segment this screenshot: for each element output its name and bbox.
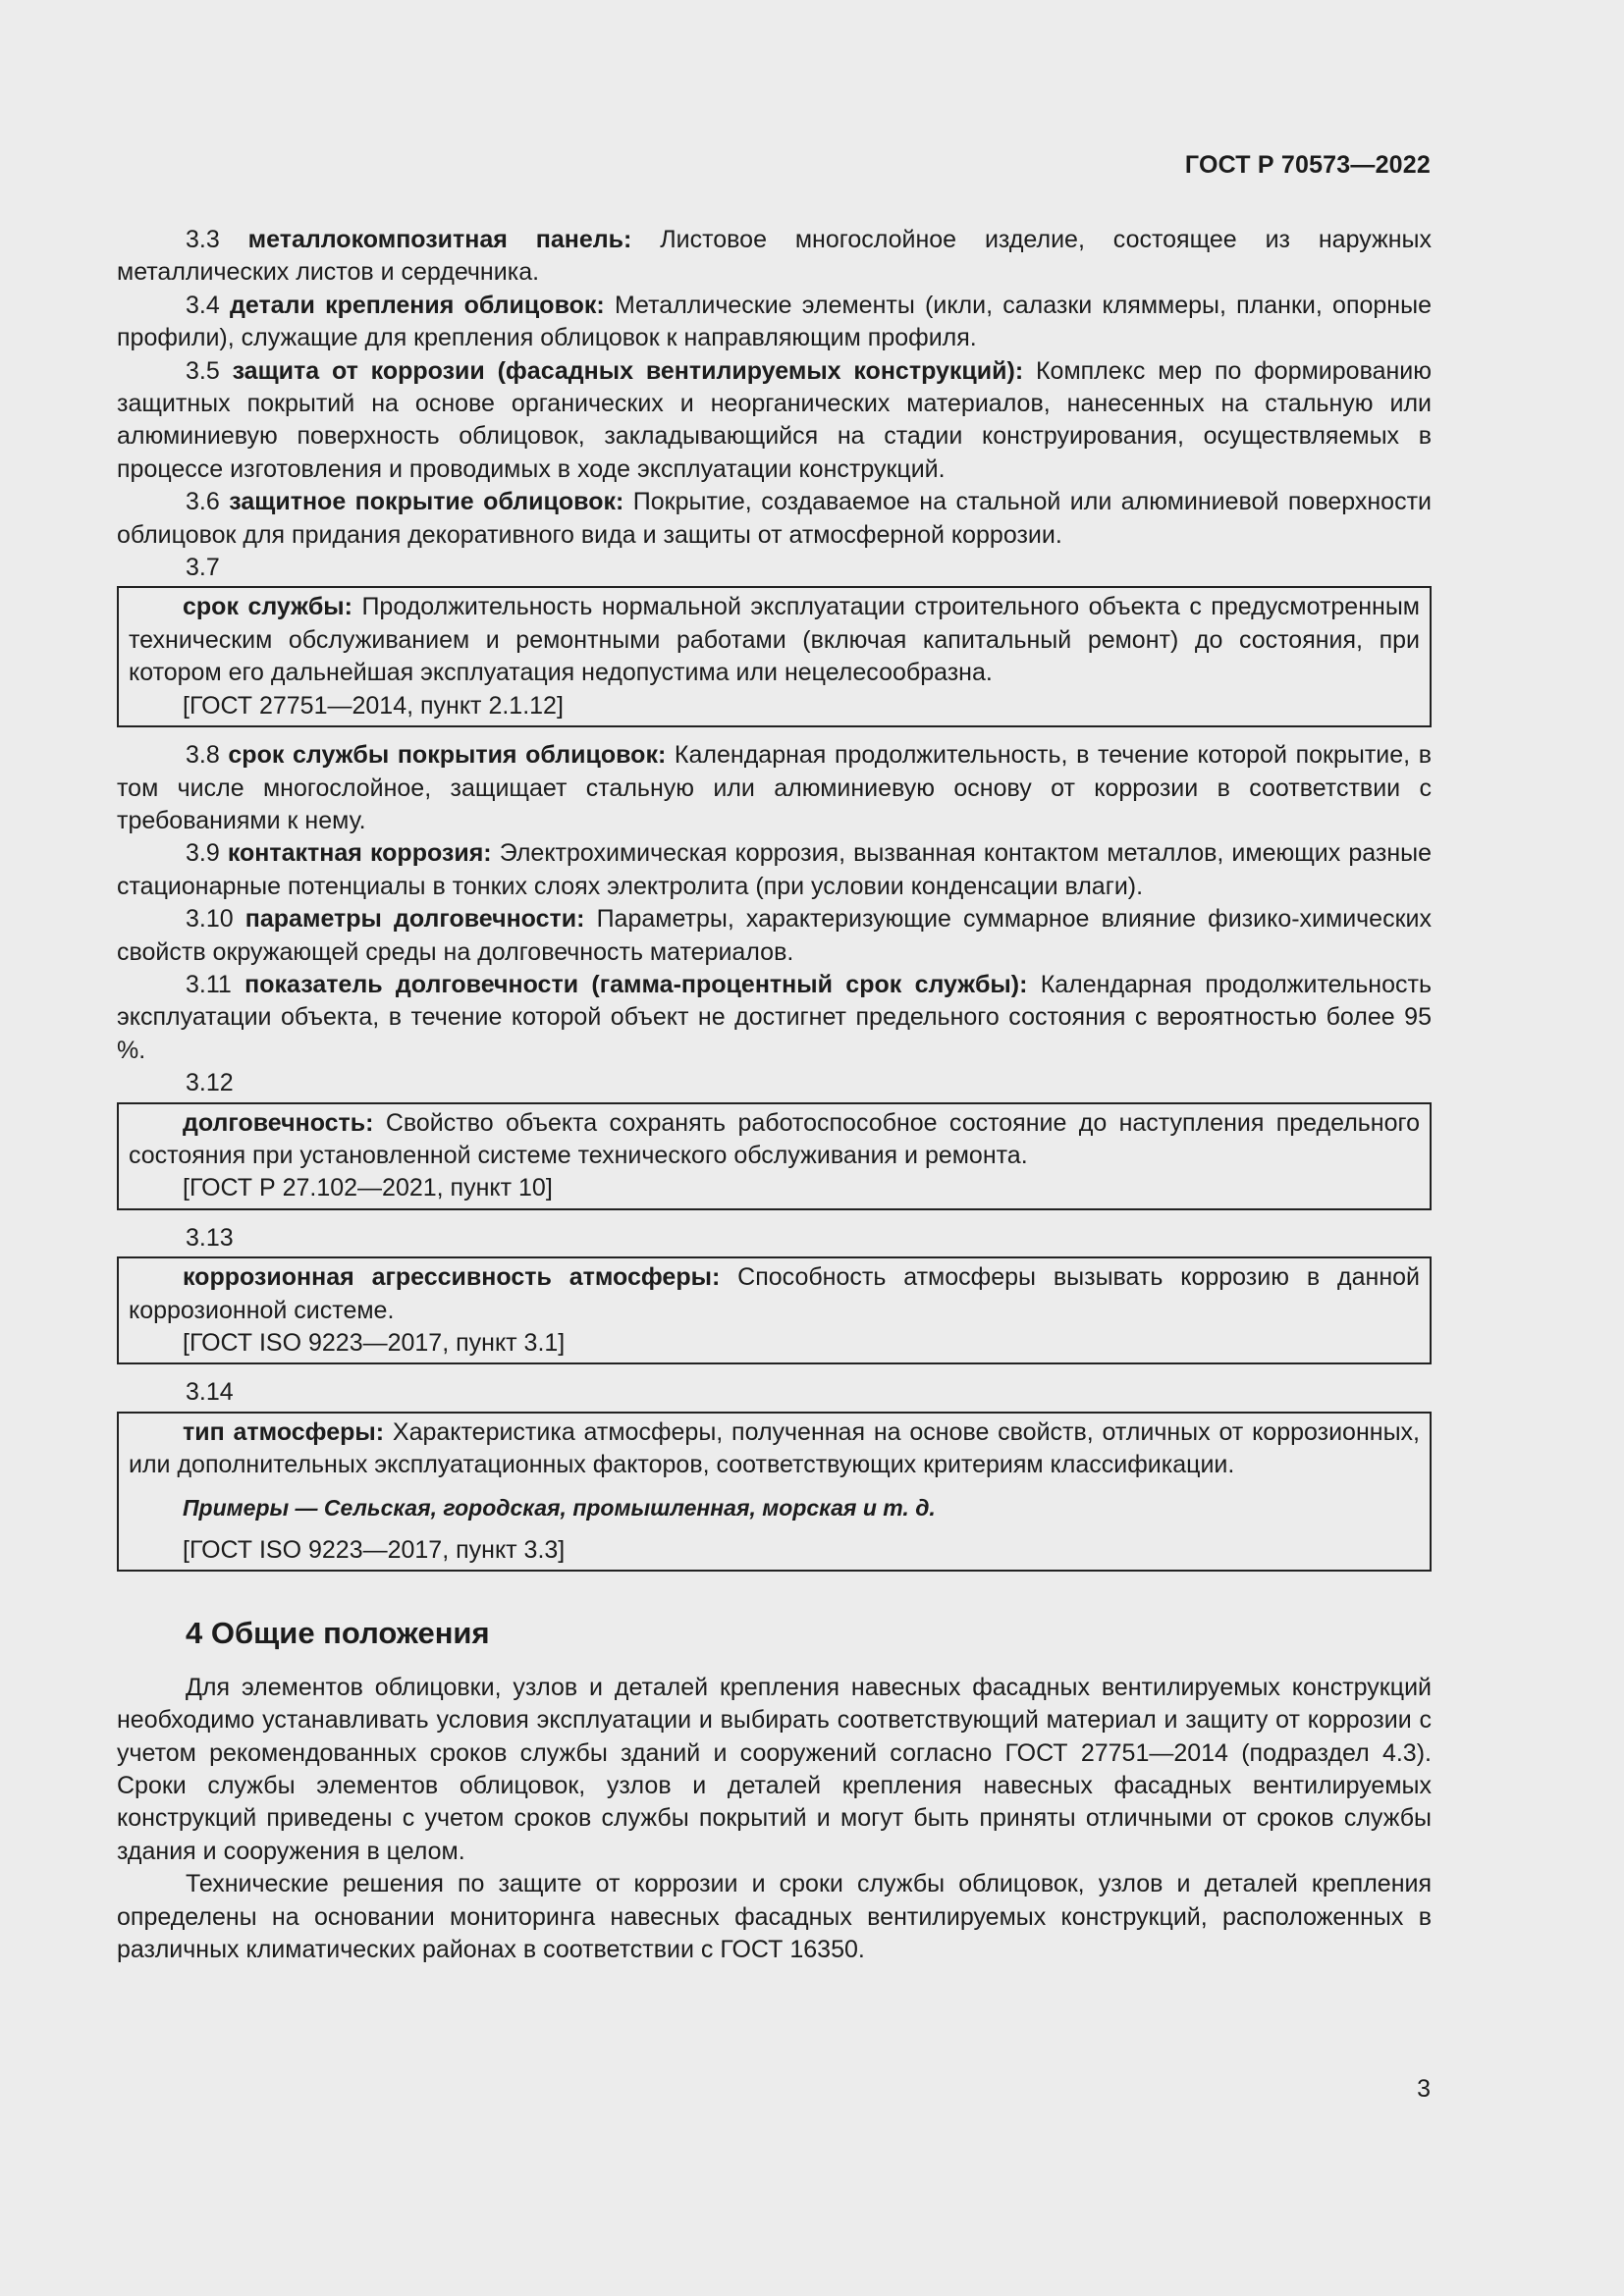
term-title: параметры долговечности: [244, 905, 585, 934]
section-paragraph: Технические решения по защите от коррозии и сроки службы облицовок, узлов и деталей крепления определены на основании мониторинга навесных фасадных вентилируемых конструкций, расположенных в различных климатических районах в соответствии с ГОСТ 16350. [117, 1870, 1432, 1964]
term-title: защита от коррозии (фасадных вентилируемых конструкций): [232, 356, 1024, 385]
term-title: контактная коррозия: [227, 839, 492, 868]
page-number: 3 [1417, 2075, 1431, 2103]
term-reference: [ГОСТ ISO 9223—2017, пункт 3.1] [183, 1329, 566, 1357]
term-title: срок службы покрытия облицовок: [228, 741, 667, 770]
term-reference: [ГОСТ 27751—2014, пункт 2.1.12] [183, 691, 564, 720]
term-number-3-13: 3.13 [186, 1223, 234, 1252]
term-box-3-7 [117, 586, 1432, 727]
term-title: показатель долговечности (гамма-процентный срок службы): [244, 970, 1028, 998]
term-definition: срок службы: Продолжительность нормальной эксплуатации строительного объекта с предусмотренным техническим обслуживанием и ремонтными работами (включая капитальный ремонт) до состояния, при котором его дальнейшая эксплуатация недопустима или нецелесообразна. [129, 593, 1420, 687]
term-3-9: 3.9 контактная коррозия: Электрохимическая коррозия, вызванная контактом металлов, имеющих разные стационарные потенциалы в тонких слоях электролита (при условии конденсации влаги). [117, 839, 1432, 900]
term-3-8: 3.8 срок службы покрытия облицовок: Календарная продолжительность, в течение которой покрытие, в том числе многослойное, защищает стальную или алюминиевую основу от коррозии в соответствии с требованиями к нему. [117, 741, 1433, 834]
term-title: срок службы: [183, 593, 352, 621]
term-box-3-13 [117, 1256, 1432, 1364]
term-title: долговечность: [183, 1108, 374, 1137]
term-definition: тип атмосферы: Характеристика атмосферы, полученная на основе свойств, отличных от коррозионных, или дополнительных эксплуатационных факторов, соответствующих критериям классификации. [129, 1417, 1420, 1479]
term-title: металлокомпозитная панель: [247, 226, 632, 253]
term-3-6: 3.6 защитное покрытие облицовок: Покрытие, создаваемое на стальной или алюминиевой поверхности облицовок для придания декоративного вида и защиты от атмосферной коррозии. [117, 488, 1432, 549]
term-reference: [ГОСТ Р 27.102—2021, пункт 10] [183, 1174, 553, 1202]
term-definition: коррозионная агрессивность атмосферы: Способность атмосферы вызывать коррозию в данной коррозионной системе. [129, 1263, 1420, 1324]
term-box-3-14 [117, 1412, 1432, 1573]
term-number-3-14: 3.14 [186, 1378, 234, 1407]
term-3-11: 3.11 показатель долговечности (гамма-процентный срок службы): Календарная продолжительность эксплуатации объекта, в течение которой объект не достигнет предельного состояния с вероятностью более 95 %. [117, 970, 1432, 1064]
term-3-4: 3.4 детали крепления облицовок: Металлические элементы (икли, салазки кляммеры, планки, опорные профили), служащие для крепления облицовок к направляющим профиля. [117, 291, 1432, 352]
term-title: защитное покрытие облицовок: [229, 488, 624, 516]
term-reference: [ГОСТ ISO 9223—2017, пункт 3.3] [183, 1536, 566, 1565]
term-number-3-12: 3.12 [186, 1069, 234, 1097]
term-3-3: 3.3 металлокомпозитная панель: Листовое многослойное изделие, состоящее из наружных металлических листов и сердечника. [117, 226, 1432, 287]
term-3-10: 3.10 параметры долговечности: Параметры, характеризующие суммарное влияние физико-химических свойств окружающей среды на долговечность материалов. [117, 905, 1432, 966]
term-3-5: 3.5 защита от коррозии (фасадных вентилируемых конструкций): Комплекс мер по формированию защитных покрытий на основе органических и неорганических материалов, нанесенных на стальную или алюминиевую поверхность облицовок, закладывающийся на стадии конструирования, осуществляемых в процессе изготовления и проводимых в ходе эксплуатации конструкций. [117, 356, 1432, 483]
term-title: детали крепления облицовок: [230, 291, 605, 319]
term-title: тип атмосферы: [183, 1417, 385, 1446]
term-number-3-7: 3.7 [186, 554, 220, 582]
section-heading: 4 Общие положения [186, 1616, 490, 1651]
term-box-3-12 [117, 1102, 1432, 1210]
term-title: коррозионная агрессивность атмосферы: [183, 1263, 721, 1292]
section-paragraph: Для элементов облицовки, узлов и деталей крепления навесных фасадных вентилируемых конструкций необходимо устанавливать условия эксплуатации и выбирать соответствующий материал и защиту от коррозии с учетом рекомендованных сроков службы зданий и сооружений согласно ГОСТ 27751—2014 (подраздел 4.3). Сроки службы элементов облицовок, узлов и деталей крепления навесных фасадных вентилируемых конструкций приведены с учетом сроков службы покрытий и могут быть приняты отличными от сроков службы здания и сооружения в целом. [117, 1673, 1432, 1865]
term-example: Примеры — Сельская, городская, промышленная, морская и т. д. [183, 1494, 936, 1521]
term-definition: долговечность: Свойство объекта сохранять работоспособное состояние до наступления предельного состояния при установленной системе технического обслуживания и ремонта. [129, 1108, 1420, 1169]
document-header: ГОСТ Р 70573—2022 [1184, 151, 1431, 179]
document-body [117, 224, 1432, 1967]
